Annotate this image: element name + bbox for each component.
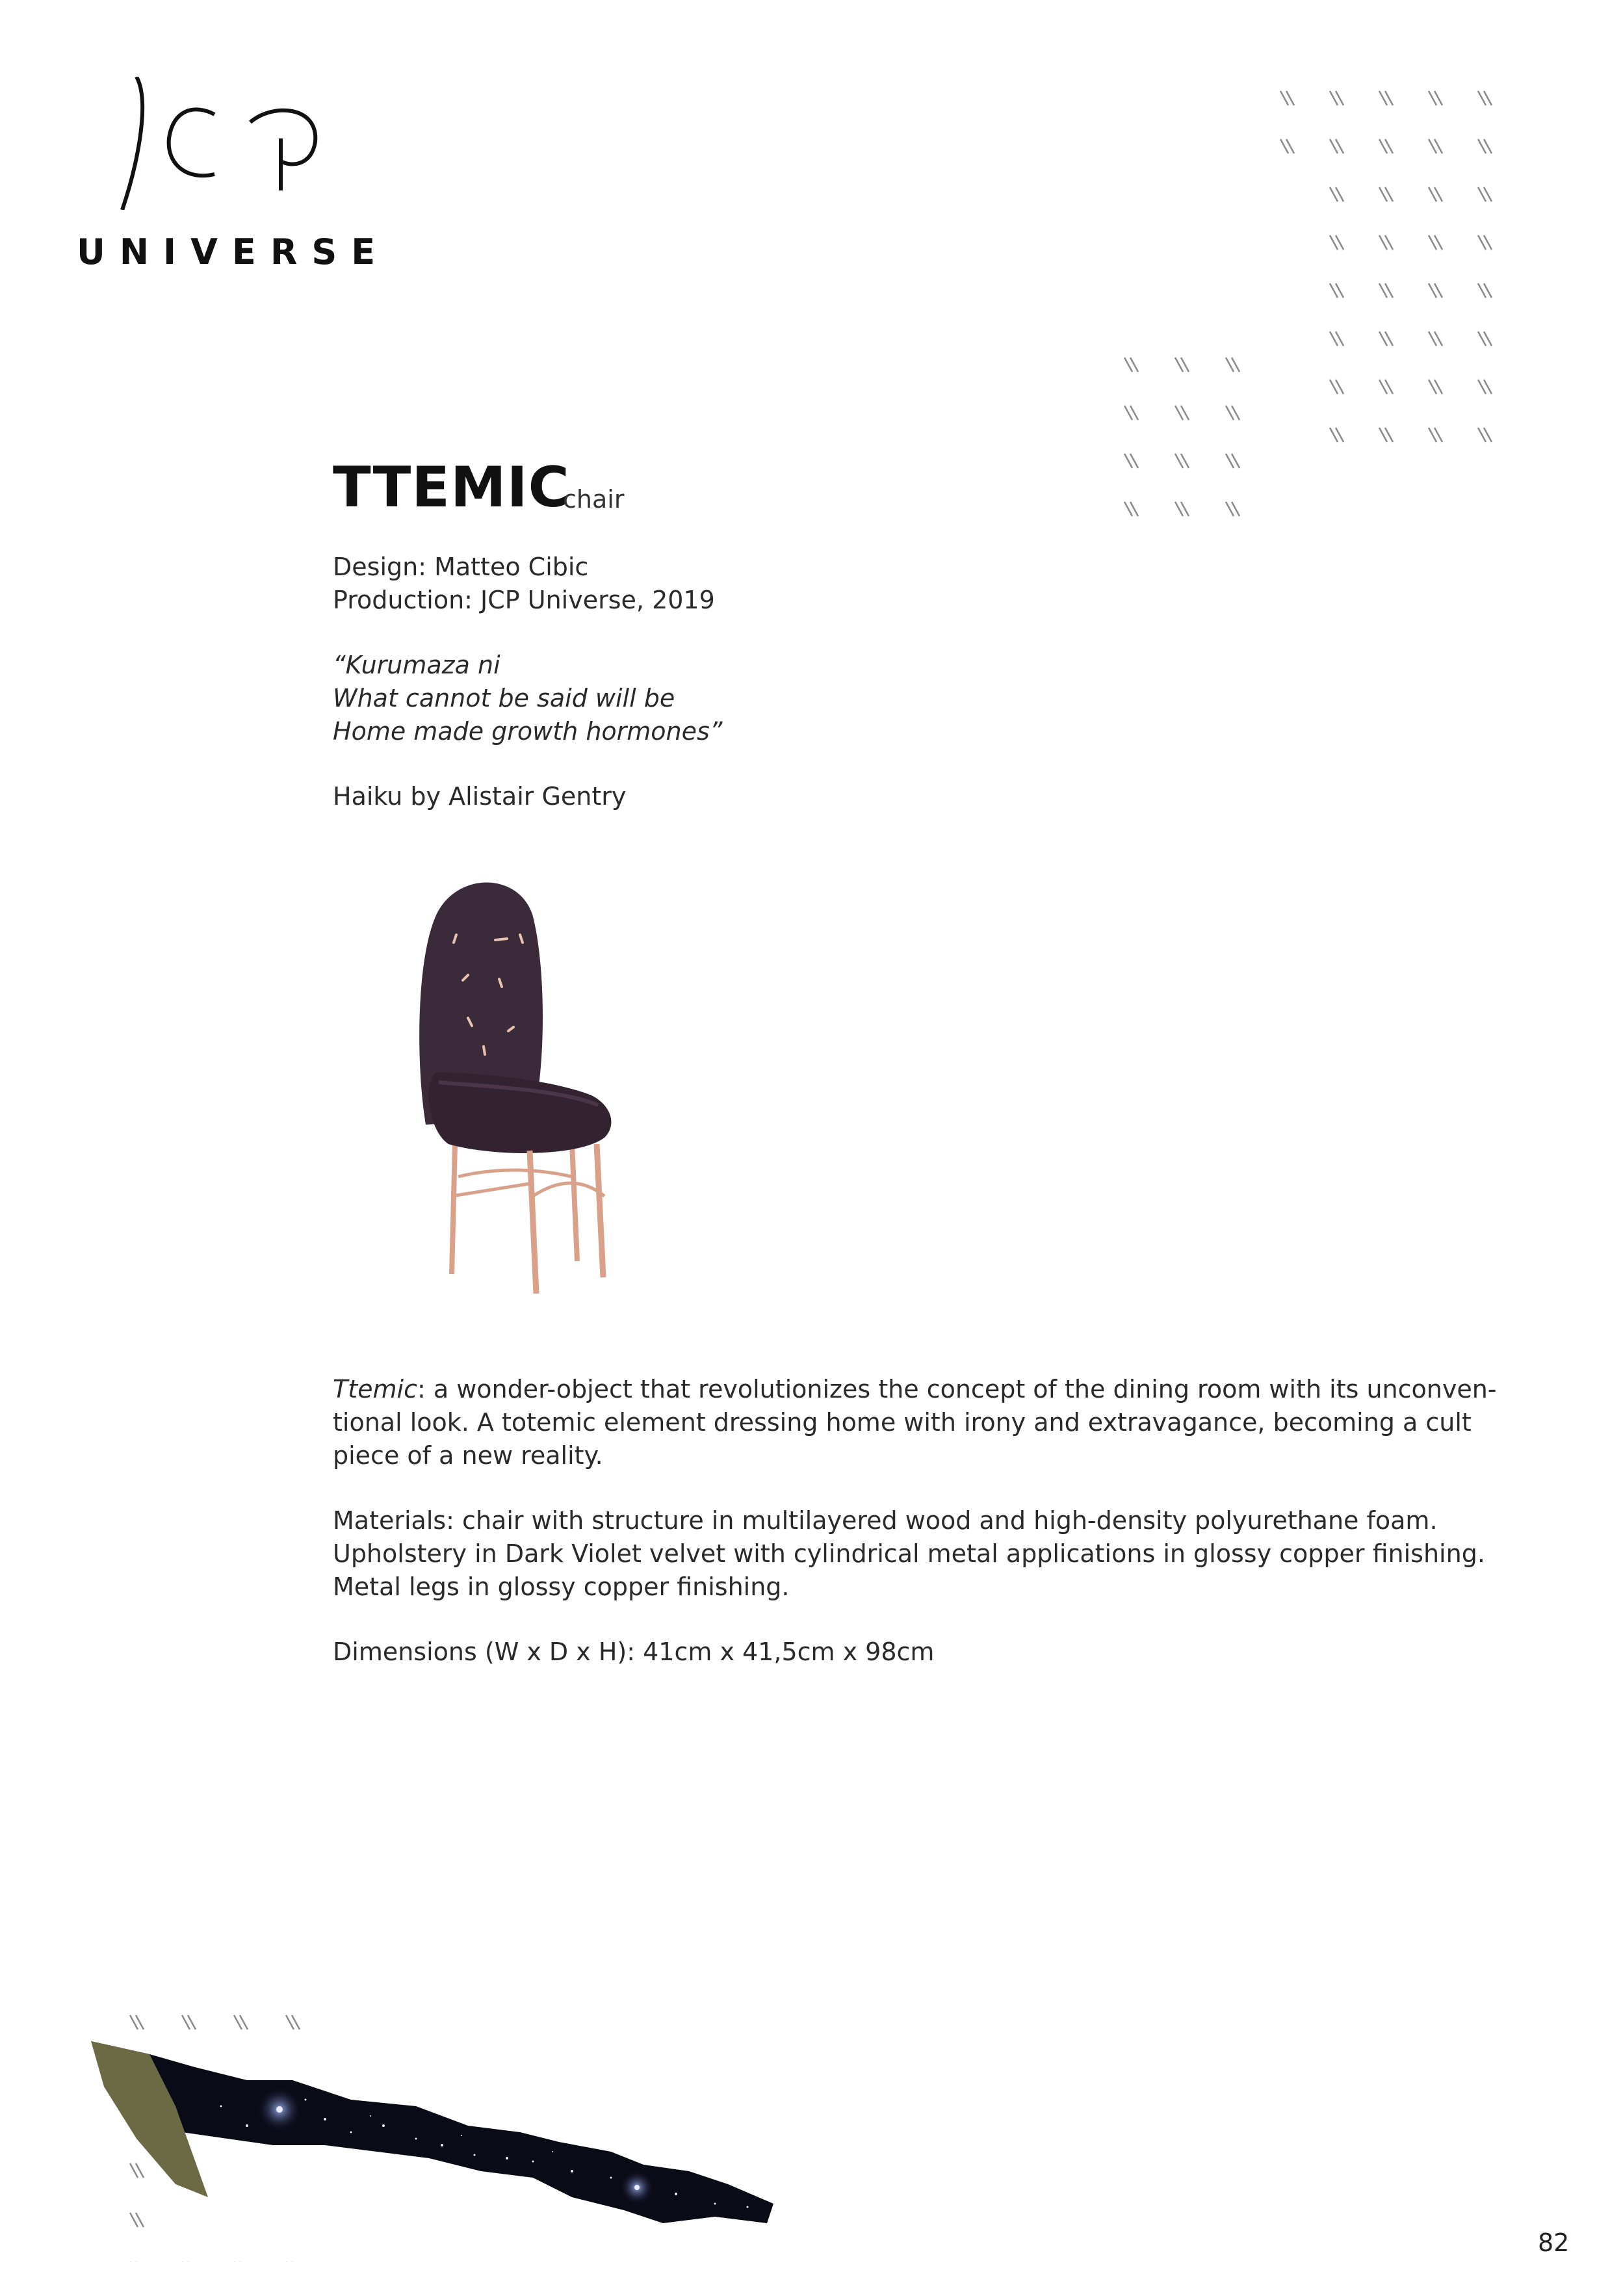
jcp-logo-mark <box>110 77 325 210</box>
design-credit: Design: Matteo Cibic <box>333 553 589 581</box>
dimensions: Dimensions (W x D x H): 41cm x 41,5cm x 98cm <box>333 1637 935 1666</box>
galaxy-collage-image <box>78 2028 793 2236</box>
haiku-credit: Haiku by Alistair Gentry <box>333 782 627 811</box>
page-number: 82 <box>1538 2228 1570 2257</box>
product-type: chair <box>563 485 625 514</box>
slash-pattern-mid-right <box>1118 351 1248 533</box>
description-text: : a wonder-object that revolutionizes the concept of the dining room with its unconven- <box>417 1375 1497 1403</box>
materials-line: Metal legs in glossy copper finishing. <box>333 1572 790 1601</box>
description-line: piece of a new reality. <box>333 1441 603 1470</box>
materials-line: Materials: chair with structure in multilayered wood and high-density polyurethane foam. <box>333 1506 1438 1535</box>
description-lead-word: Ttemic <box>333 1375 417 1403</box>
production-credit: Production: JCP Universe, 2019 <box>333 586 715 614</box>
haiku-line: “Kurumaza ni <box>333 651 500 679</box>
description-line <box>333 1373 1497 1406</box>
slash-pattern-top-right <box>1274 85 1508 455</box>
logo-subtitle: UNIVERSE <box>77 231 390 272</box>
haiku-line: Home made growth hormones” <box>333 717 723 746</box>
materials-line: Upholstery in Dark Violet velvet with cylindrical metal applications in glossy copper finishing. <box>333 1539 1485 1568</box>
haiku-line: What cannot be said will be <box>333 684 675 712</box>
description-line: tional look. A totemic element dressing home with irony and extravagance, becoming a cult <box>333 1408 1472 1437</box>
chair-image <box>325 871 689 1326</box>
product-title: TTEMIC <box>333 455 570 520</box>
